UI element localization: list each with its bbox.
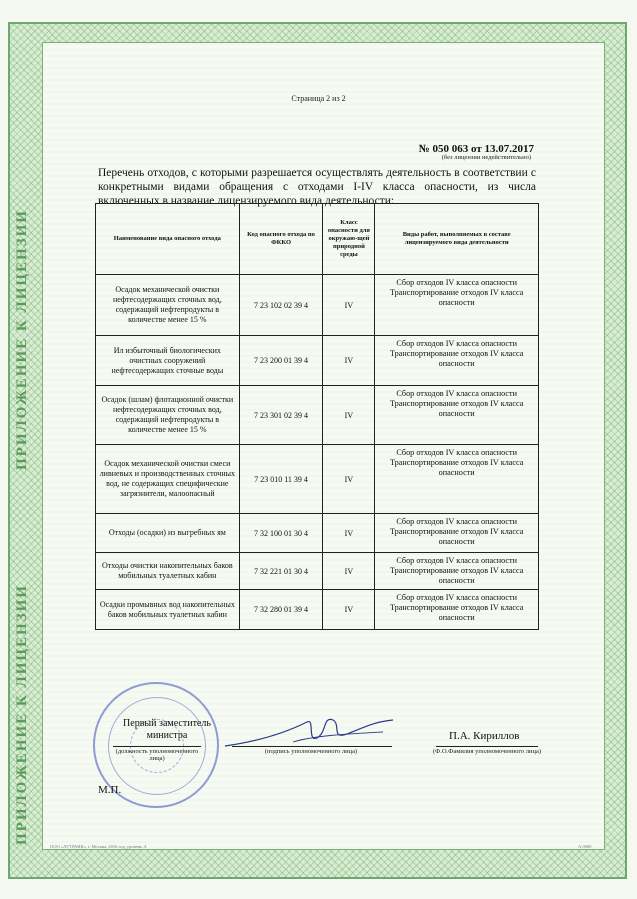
header-name: Наименование вида опасного отхода bbox=[96, 204, 240, 275]
position-label: (должность уполномоченного лица) bbox=[115, 748, 199, 762]
waste-hazard: IV bbox=[323, 514, 375, 553]
waste-code: 7 23 301 02 39 4 bbox=[239, 386, 323, 445]
license-number: № 050 063 от 13.07.2017 bbox=[418, 143, 534, 155]
waste-table bbox=[95, 203, 539, 630]
name-label: (Ф.О.Фамилия уполномоченного лица) bbox=[432, 748, 542, 755]
waste-works: Сбор отходов IV класса опасности Транспортирование отходов IV класса опасности bbox=[375, 514, 539, 553]
signatory-position: Первый заместитель министра bbox=[123, 718, 211, 741]
waste-code: 7 32 280 01 39 4 bbox=[239, 590, 323, 630]
waste-hazard: IV bbox=[323, 336, 375, 386]
waste-code: 7 23 200 01 39 4 bbox=[239, 336, 323, 386]
table-row bbox=[96, 590, 539, 630]
waste-hazard: IV bbox=[323, 553, 375, 590]
header-code: Код опасного отхода по ФККО bbox=[239, 204, 323, 275]
waste-name: Осадок (шлам) флотационной очистки нефтесодержащих сточных вод, содержащий нефтепродукты в количестве менее 15 % bbox=[96, 386, 240, 445]
waste-name: Отходы (осадки) из выгребных ям bbox=[96, 514, 240, 553]
waste-code: 7 32 100 01 30 4 bbox=[239, 514, 323, 553]
waste-name: Отходы очистки накопительных баков мобильных туалетных кабин bbox=[96, 553, 240, 590]
waste-hazard: IV bbox=[323, 386, 375, 445]
form-number: А 0000 bbox=[578, 844, 592, 849]
waste-hazard: IV bbox=[323, 275, 375, 336]
waste-works: Сбор отходов IV класса опасности Транспортирование отходов IV класса опасности bbox=[375, 445, 539, 514]
license-note: (без лицензии недействительно) bbox=[441, 154, 531, 161]
waste-works: Сбор отходов IV класса опасности Транспортирование отходов IV класса опасности bbox=[375, 275, 539, 336]
signatory-name: П.А. Кириллов bbox=[449, 730, 520, 742]
header-hazard: Класс опасности для окружаю-щей природной среды bbox=[323, 204, 375, 275]
waste-code: 7 32 221 01 30 4 bbox=[239, 553, 323, 590]
border-caption-top: ПРИЛОЖЕНИЕ К ЛИЦЕНЗИИ bbox=[14, 209, 30, 470]
waste-name: Осадок механической очистки смеси ливневых и производственных сточных вод, не содержащих специфические загрязнители, малоопасный bbox=[96, 445, 240, 514]
waste-works: Сбор отходов IV класса опасности Транспортирование отходов IV класса опасности bbox=[375, 590, 539, 630]
table-row bbox=[96, 336, 539, 386]
waste-code: 7 23 010 11 39 4 bbox=[239, 445, 323, 514]
table-header-row bbox=[96, 204, 539, 275]
waste-code: 7 23 102 02 39 4 bbox=[239, 275, 323, 336]
position-line bbox=[113, 746, 201, 747]
waste-works: Сбор отходов IV класса опасности Транспортирование отходов IV класса опасности bbox=[375, 553, 539, 590]
printer-footer: ООО «ЛУТРАНК», г. Москва, 2016 год, уровень А bbox=[50, 844, 147, 849]
table-row bbox=[96, 275, 539, 336]
signature-line bbox=[232, 746, 392, 747]
table-row bbox=[96, 514, 539, 553]
border-caption-bottom: ПРИЛОЖЕНИЕ К ЛИЦЕНЗИИ bbox=[14, 584, 30, 845]
seal-place: М.П. bbox=[98, 784, 122, 796]
name-line bbox=[436, 746, 538, 747]
intro-paragraph: Перечень отходов, с которыми разрешается осуществлять деятельность в соответствии с конкретными видами обращения с отходами I-IV класса опасности, из числа включенных в название лицензируемого вида деятельности: bbox=[98, 167, 536, 207]
waste-name: Осадок механической очистки нефтесодержащих сточных вод, содержащий нефтепродукты в количестве менее 15 % bbox=[96, 275, 240, 336]
header-works: Виды работ, выполняемых в составе лицензируемого вида деятельности bbox=[375, 204, 539, 275]
table-row bbox=[96, 445, 539, 514]
signature-label: (подпись уполномоченного лица) bbox=[264, 748, 358, 755]
waste-hazard: IV bbox=[323, 445, 375, 514]
waste-hazard: IV bbox=[323, 590, 375, 630]
waste-works: Сбор отходов IV класса опасности Транспортирование отходов IV класса опасности bbox=[375, 336, 539, 386]
waste-works: Сбор отходов IV класса опасности Транспортирование отходов IV класса опасности bbox=[375, 386, 539, 445]
table-row bbox=[96, 386, 539, 445]
table-row bbox=[96, 553, 539, 590]
waste-name: Ил избыточный биологических очистных сооружений нефтесодержащих сточные воды bbox=[96, 336, 240, 386]
page-number: Страница 2 из 2 bbox=[291, 94, 346, 103]
waste-name: Осадки промывных вод накопительных баков мобильных туалетных кабин bbox=[96, 590, 240, 630]
